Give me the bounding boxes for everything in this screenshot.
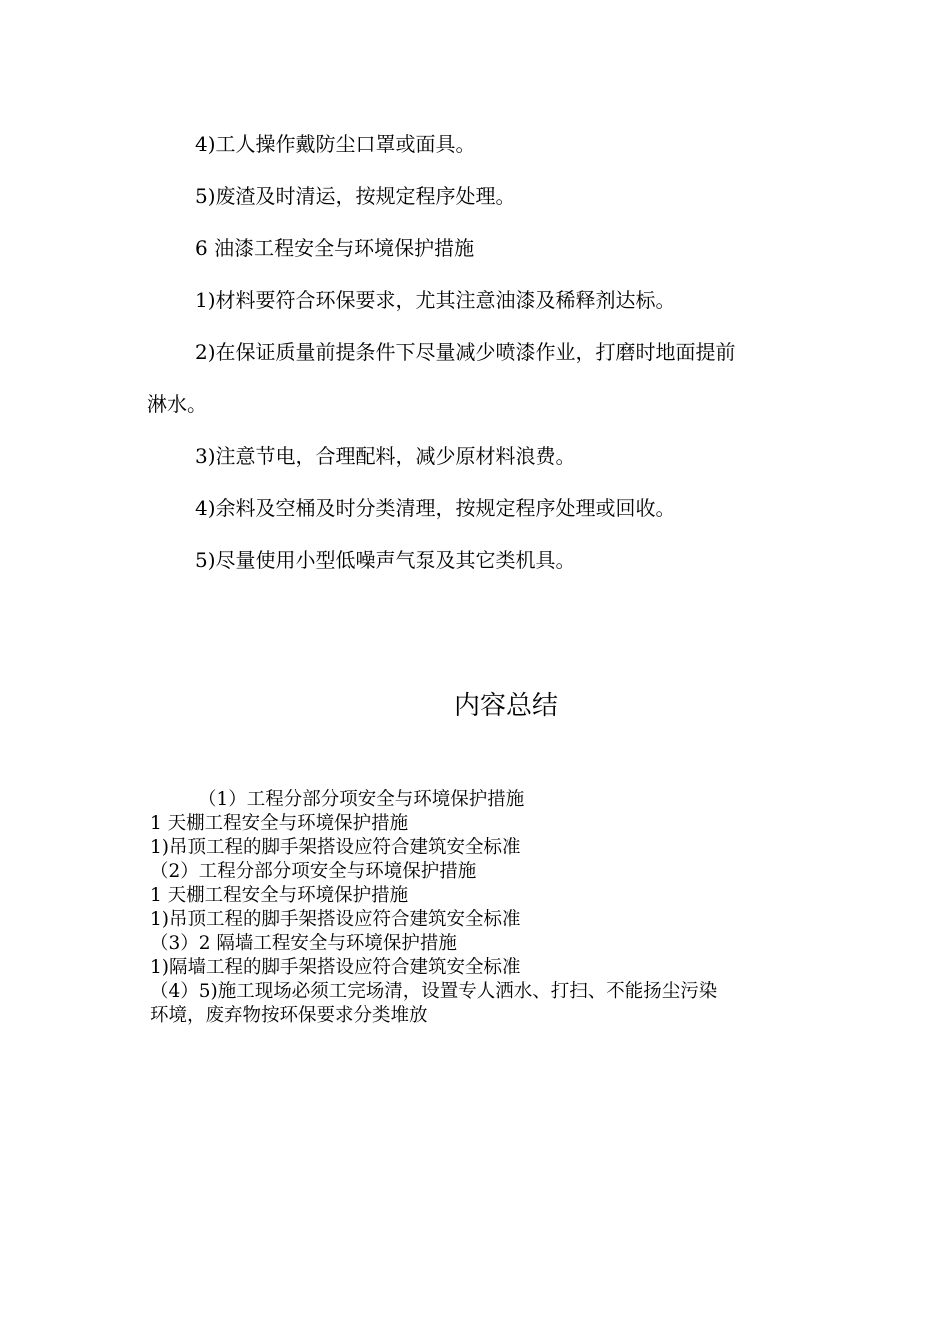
paragraph-item-4-leftover-material: 4)余料及空桶及时分类清理，按规定程序处理或回收。 — [195, 496, 676, 520]
paragraph-item-2-spray-reduction: 2)在保证质量前提条件下尽量减少喷漆作业，打磨时地面提前 — [195, 340, 736, 364]
summary-line: 1 天棚工程安全与环境保护措施 — [150, 813, 409, 834]
summary-line: 1 天棚工程安全与环境保护措施 — [150, 885, 409, 906]
summary-line: （3）2 隔墙工程安全与环境保护措施 — [150, 933, 457, 954]
body-text — [147, 118, 807, 586]
paragraph-item-1-materials: 1)材料要符合环保要求，尤其注意油漆及稀释剂达标。 — [195, 288, 676, 312]
summary-line: （1）工程分部分项安全与环境保护措施 — [198, 789, 525, 810]
summary-content — [150, 788, 810, 1028]
section-heading-paint-works: 6 油漆工程安全与环境保护措施 — [195, 236, 475, 260]
summary-line: 1)隔墙工程的脚手架搭设应符合建筑安全标准 — [150, 957, 521, 978]
summary-line: 环境，废弃物按环保要求分类堆放 — [150, 1005, 428, 1026]
paragraph-item-5-low-noise-pump: 5)尽量使用小型低噪声气泵及其它类机具。 — [195, 548, 576, 572]
paragraph-item-4-dust-mask: 4)工人操作戴防尘口罩或面具。 — [195, 132, 476, 156]
paragraph-item-5-waste-removal: 5)废渣及时清运，按规定程序处理。 — [195, 184, 516, 208]
summary-line: （2）工程分部分项安全与环境保护措施 — [150, 861, 477, 882]
summary-line: （4）5)施工现场必须工完场清，设置专人洒水、打扫、不能扬尘污染 — [150, 981, 718, 1002]
summary-line: 1)吊顶工程的脚手架搭设应符合建筑安全标准 — [150, 909, 521, 930]
paragraph-item-2-continuation: 淋水。 — [147, 392, 207, 416]
paragraph-item-3-energy-saving: 3)注意节电，合理配料，减少原材料浪费。 — [195, 444, 576, 468]
summary-line: 1)吊顶工程的脚手架搭设应符合建筑安全标准 — [150, 837, 521, 858]
summary-title: 内容总结 — [453, 691, 558, 721]
